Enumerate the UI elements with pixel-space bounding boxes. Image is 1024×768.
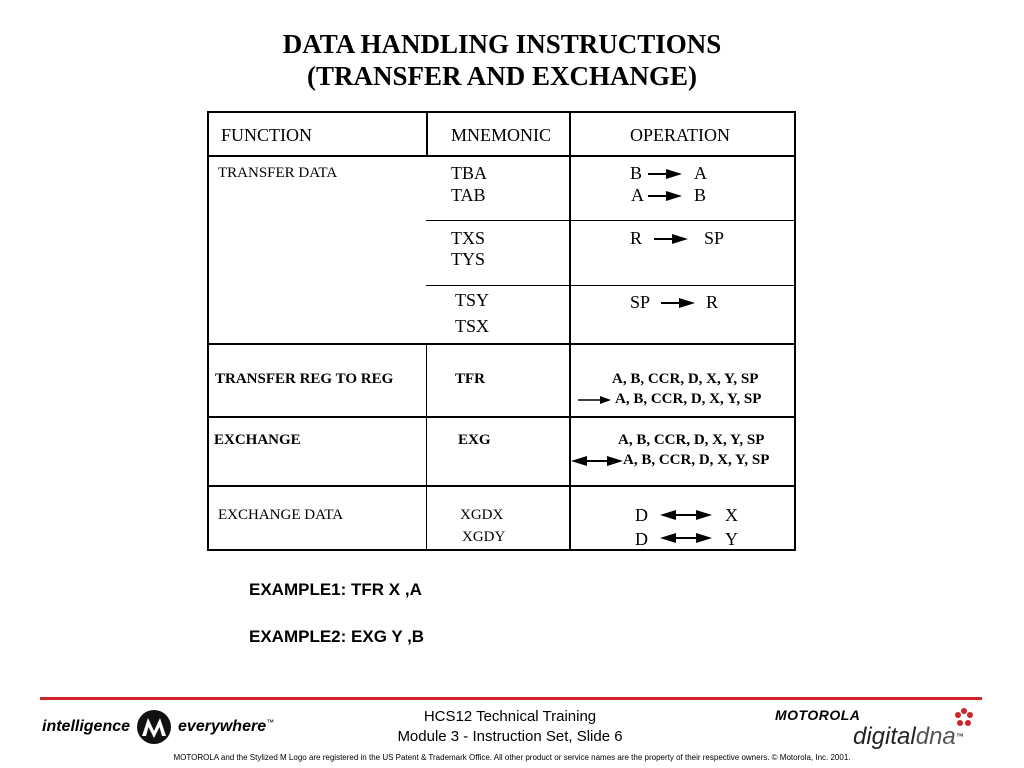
op-tab-dst: B (694, 185, 707, 205)
footer-rule (40, 697, 982, 700)
slide-title-line2: (TRANSFER AND EXCHANGE) (306, 61, 698, 91)
logo-text-intelligence: intelligence (42, 718, 131, 735)
op-tfr-line2: A, B, CCR, D, X, Y, SP (615, 391, 762, 407)
col-divider-1-header (426, 111, 428, 157)
footer-course-title: HCS12 Technical Training (423, 708, 597, 725)
mnemonic-xgdy: XGDY (462, 529, 506, 545)
table-top-border (207, 111, 796, 113)
double-arrow-icon (571, 455, 623, 467)
motorola-digitaldna-logo (775, 707, 964, 749)
op-xgdx-dst: X (725, 505, 738, 525)
op-tsy-src: SP (630, 292, 651, 312)
logo-tm: ™ (266, 717, 275, 727)
footer-legal-text: MOTOROLA and the Stylized M Logo are registered in the US Patent & Trademark Office. All other product or service names are the property of their respective owners. © Motorola, Inc. 2001. (173, 753, 851, 762)
function-transfer-reg: TRANSFER REG TO REG (215, 371, 394, 387)
op-tfr-line1: A, B, CCR, D, X, Y, SP (612, 371, 759, 387)
header-operation: OPERATION (630, 125, 731, 145)
op-xgdy-dst: Y (725, 529, 738, 549)
mnemonic-exg: EXG (458, 432, 491, 448)
section-divider-1 (207, 343, 796, 345)
footer-module-info: Module 3 - Instruction Set, Slide 6 (397, 728, 623, 745)
mnemonic-tfr: TFR (455, 371, 485, 387)
mnemonic-tab: TAB (451, 185, 486, 205)
right-arrow-icon (648, 190, 682, 202)
dna-flower-icon (953, 707, 975, 729)
digital-wordmark: digital (853, 723, 916, 750)
mnemonic-tsy: TSY (455, 290, 490, 310)
function-transfer-data: TRANSFER DATA (218, 165, 338, 181)
motorola-m-icon (136, 709, 172, 745)
mnemonic-xgdx: XGDX (460, 507, 504, 523)
logo-text-everywhere: everywhere (178, 718, 267, 735)
op-tsy-dst: R (706, 292, 719, 312)
col-divider-1-lower (426, 345, 427, 551)
op-txs-dst: SP (704, 228, 725, 248)
right-arrow-icon (578, 394, 612, 406)
op-txs-src: R (630, 228, 643, 248)
op-tba-src: B (630, 163, 643, 183)
right-arrow-icon (654, 233, 688, 245)
footer-center-text (330, 707, 690, 747)
section-divider-3 (207, 485, 796, 487)
right-arrow-icon (661, 297, 695, 309)
function-exchange: EXCHANGE (214, 432, 301, 448)
intelligence-everywhere-logo (42, 709, 274, 745)
op-exg-line2: A, B, CCR, D, X, Y, SP (623, 452, 770, 468)
double-arrow-icon (660, 532, 712, 544)
mnemonic-tys: TYS (451, 249, 486, 269)
example-2: EXAMPLE2: EXG Y ,B (249, 627, 425, 646)
function-exchange-data: EXCHANGE DATA (218, 507, 344, 523)
mnemonic-tsx: TSX (455, 316, 490, 336)
mnemonic-tba: TBA (451, 163, 487, 183)
header-divider (207, 155, 796, 157)
example-1: EXAMPLE1: TFR X ,A (249, 580, 422, 599)
double-arrow-icon (660, 509, 712, 521)
row-divider-b (426, 285, 796, 286)
dna-tm: ™ (955, 732, 964, 741)
op-xgdy-src: D (635, 529, 648, 549)
dna-wordmark: dna (915, 723, 956, 750)
motorola-wordmark: MOTOROLA (775, 707, 861, 723)
op-xgdx-src: D (635, 505, 648, 525)
op-exg-line1: A, B, CCR, D, X, Y, SP (618, 432, 765, 448)
header-function: FUNCTION (221, 125, 313, 145)
section-divider-2 (207, 416, 796, 418)
table-bottom-border (207, 549, 796, 551)
header-mnemonic: MNEMONIC (451, 125, 552, 145)
slide-title-line1: DATA HANDLING INSTRUCTIONS (282, 29, 722, 59)
right-arrow-icon (648, 168, 682, 180)
op-tab-src: A (631, 185, 644, 205)
row-divider-a (426, 220, 796, 221)
op-tba-dst: A (694, 163, 707, 183)
mnemonic-txs: TXS (451, 228, 486, 248)
